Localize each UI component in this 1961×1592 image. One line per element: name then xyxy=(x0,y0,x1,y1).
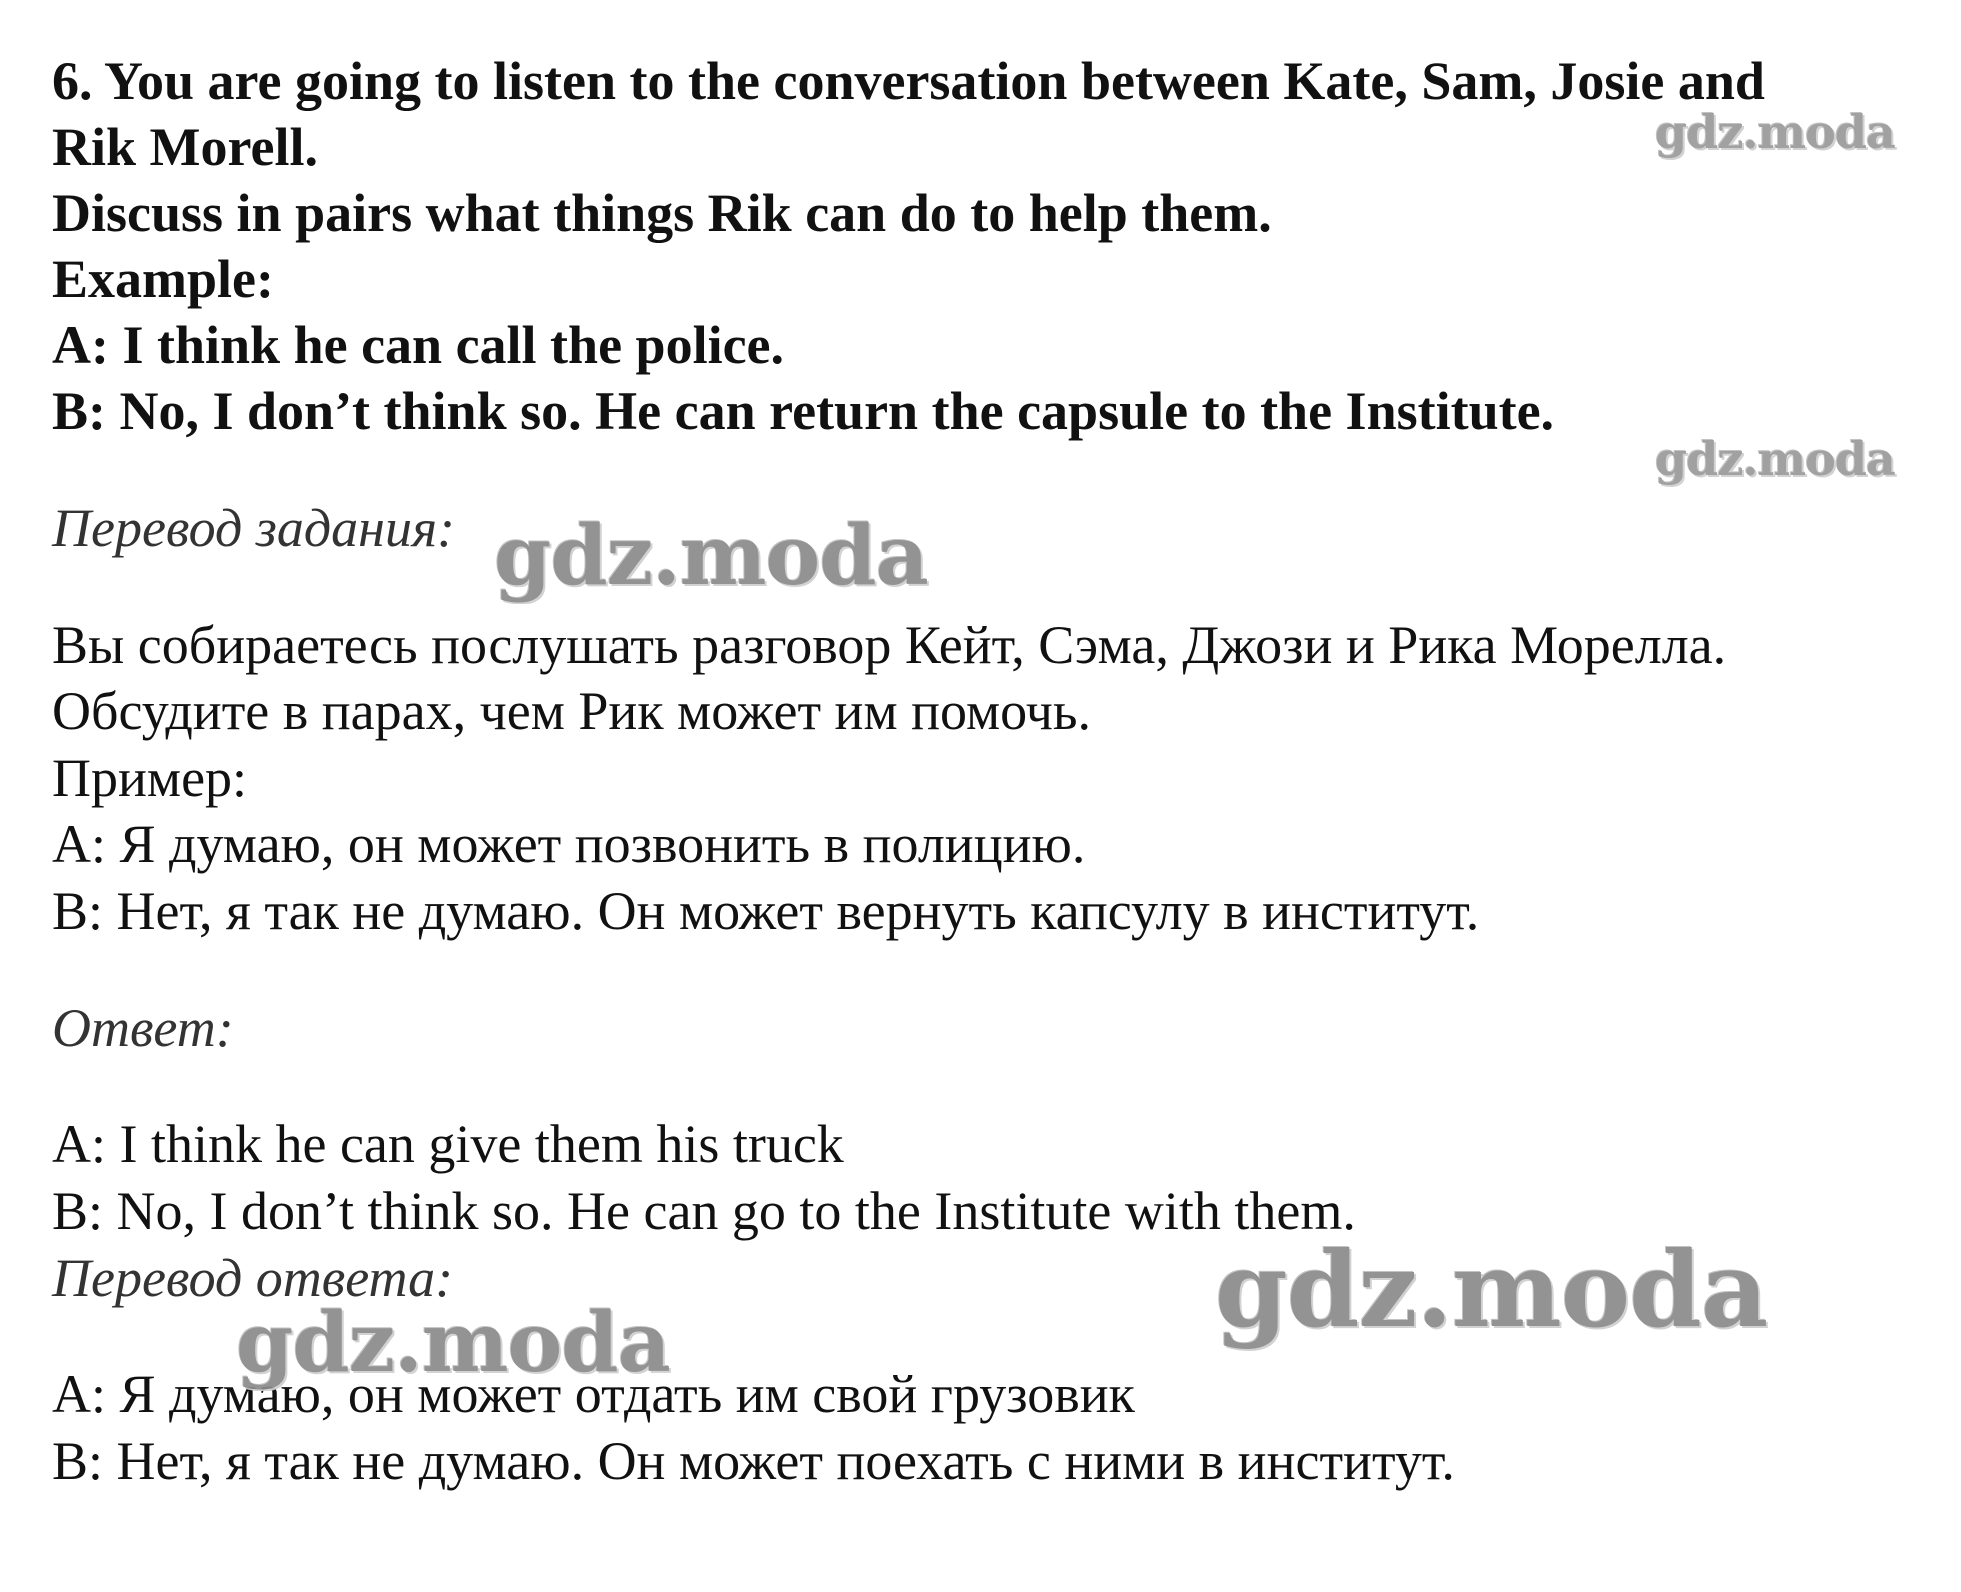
example-line-a: A: I think he can call the police. xyxy=(52,315,785,375)
task-heading-line-1: 6. You are going to listen to the conversation between Kate, Sam, Josie and xyxy=(52,51,1765,111)
example-line-b: B: No, I don’t think so. He can return the capsule to the Institute. xyxy=(52,381,1555,441)
task-heading-line-2: Rik Morell. xyxy=(52,117,318,177)
task-translation-line-4: А: Я думаю, он может позвонить в полицию. xyxy=(52,814,1086,874)
task-translation-line-1: Вы собираетесь послушать разговор Кейт, Сэма, Джози и Рика Морелла. xyxy=(52,615,1727,675)
answer-label: Ответ: xyxy=(52,998,234,1058)
answer-line-a: A: I think he can give them his truck xyxy=(52,1114,844,1174)
task-translation-label: Перевод задания: xyxy=(52,498,456,558)
watermark: gdz.moda xyxy=(1655,105,1895,159)
task-instruction: Discuss in pairs what things Rik can do to help them. xyxy=(52,183,1272,243)
example-label: Example: xyxy=(52,249,274,309)
answer-translation-label: Перевод ответа: xyxy=(52,1248,454,1308)
watermark: gdz.moda xyxy=(1655,432,1895,486)
answer-translation-line-a: А: Я думаю, он может отдать им свой грузовик xyxy=(52,1364,1135,1424)
watermark: gdz.moda xyxy=(494,508,928,604)
task-translation-line-5: В: Нет, я так не думаю. Он может вернуть капсулу в институт. xyxy=(52,881,1480,941)
watermark: gdz.moda xyxy=(1215,1228,1768,1351)
task-translation-line-3: Пример: xyxy=(52,748,248,808)
watermark: gdz.moda xyxy=(236,1295,670,1391)
task-translation-line-2: Обсудите в парах, чем Рик может им помочь. xyxy=(52,681,1092,741)
answer-line-b: B: No, I don’t think so. He can go to the Institute with them. xyxy=(52,1181,1356,1241)
answer-translation-line-b: В: Нет, я так не думаю. Он может поехать с ними в институт. xyxy=(52,1431,1455,1491)
